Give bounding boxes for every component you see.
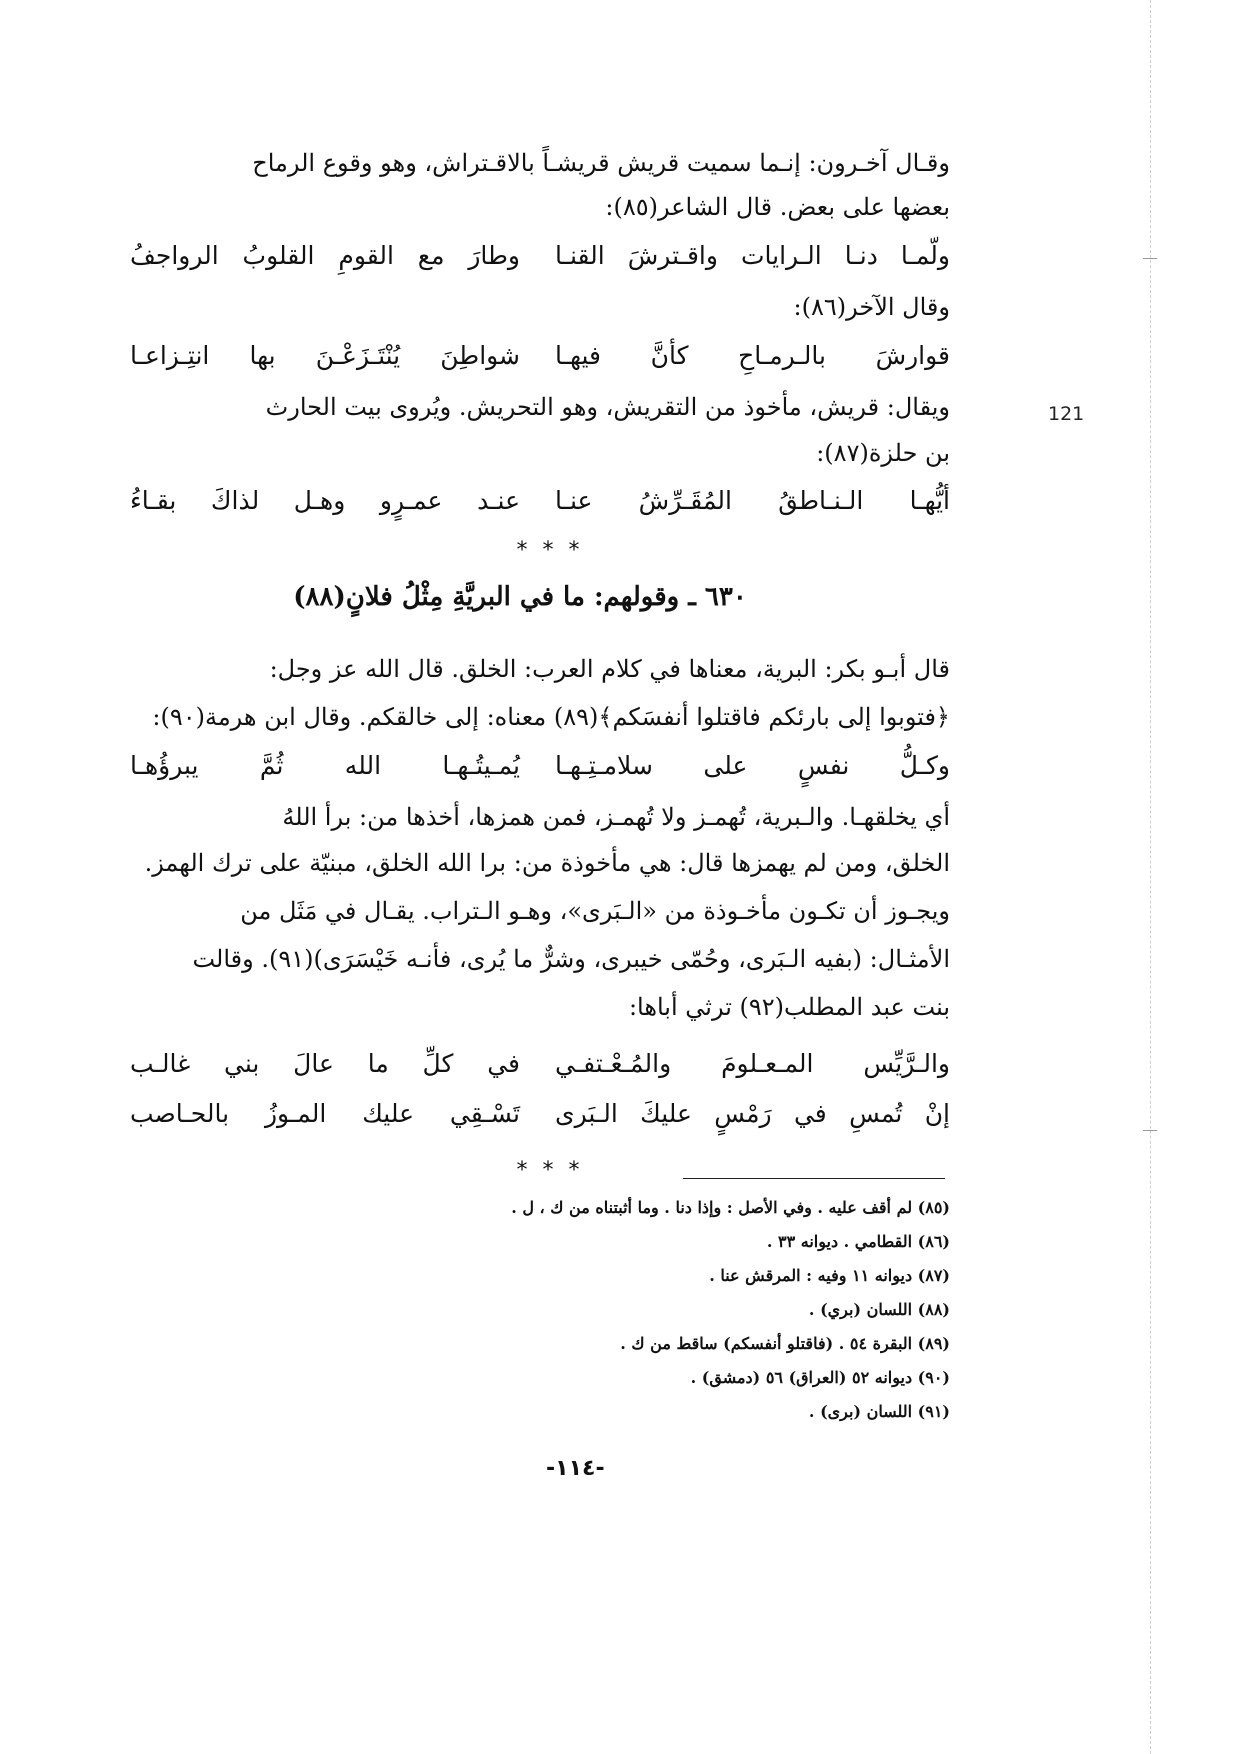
text-line: قال أبـو بكر: البرية، معناها في كلام العرب: الخلق. قال الله عز وجل: bbox=[269, 655, 950, 683]
page-number: -١١٤- bbox=[546, 1456, 605, 1481]
verse-hemistich: وطارَ مع القومِ القلوبُ الرواجفُ bbox=[130, 241, 520, 270]
footnote: (٨٥) لم أقف عليه . وفي الأصل : وإذا دنا . وما أثبتناه من ك ، ل . bbox=[511, 1198, 950, 1217]
section-separator: * * * bbox=[516, 1158, 584, 1183]
footnote: (٨٧) ديوانه ١١ وفيه : المرقش عنا . bbox=[709, 1266, 950, 1285]
text-line: ويجـوز أن تكـون مأخـوذة من «الـبَرى»، وهـو الـتراب. يقـال في مَثَل من bbox=[240, 897, 950, 925]
verse-line bbox=[130, 1096, 950, 1132]
verse-line bbox=[130, 238, 950, 274]
scan-edge-line bbox=[1150, 0, 1151, 1754]
footnote: (٩١) اللسان (برى) . bbox=[808, 1402, 950, 1421]
edge-tick bbox=[1143, 258, 1157, 259]
verse-hemistich: عنـد عمـرٍو وهـل لذاكَ بقـاءُ bbox=[130, 486, 520, 515]
text-line: وقـال آخـرون: إنـما سميت قريش قريشـاً بالاقـتراش، وهو وقوع الرماح bbox=[252, 149, 950, 177]
verse-hemistich: قوارشَ بالـرمـاحِ كأنَّ فيهـا bbox=[555, 341, 950, 370]
verse-line bbox=[130, 1046, 950, 1082]
verse-hemistich: إنْ تُمسِ في رَمْسٍ عليكَ الـبَرى bbox=[555, 1099, 950, 1128]
text-line: وقال الآخر(٨٦): bbox=[793, 293, 950, 321]
verse-hemistich: والـرَّيِّس المـعـلومَ والمُـعْـتفـي bbox=[555, 1049, 950, 1078]
verse-line bbox=[130, 748, 950, 784]
verse-hemistich: تَسْـقِي عليك المـوزُ بالحـاصب bbox=[130, 1099, 520, 1128]
text-line: بعضها على بعض. قال الشاعر(٨٥): bbox=[605, 193, 950, 221]
margin-page-number: 121 bbox=[1048, 403, 1085, 425]
footnote: (٨٦) القطامي . ديوانه ٣٣ . bbox=[766, 1232, 950, 1251]
footnote: (٩٠) ديوانه ٥٢ (العراق) ٥٦ (دمشق) . bbox=[690, 1368, 950, 1387]
section-heading: ٦٣٠ ـ وقولهم: ما في البريَّةِ مِثْلُ فلانٍ(٨٨) bbox=[293, 582, 747, 612]
text-line: ﴿فتوبوا إلى بارئكم فاقتلوا أنفسَكم﴾(٨٩) معناه: إلى خالقكم. وقال ابن هرمة(٩٠): bbox=[152, 703, 950, 731]
text-line: أي يخلقهـا. والـبرية، تُهمـز ولا تُهمـز، فمن همزها، أخذها من: برأ اللهُ bbox=[282, 803, 950, 831]
footnote: (٨٩) البقرة ٥٤ . (فاقتلو أنفسكم) ساقط من ك . bbox=[620, 1334, 950, 1353]
verse-line bbox=[130, 338, 950, 374]
verse-hemistich: أيُّهـا الـنـاطقُ المُقَـرِّشُ عنـا bbox=[555, 486, 950, 515]
verse-line bbox=[130, 483, 950, 519]
section-separator: * * * bbox=[516, 538, 584, 563]
text-line: ويقال: قريش، مأخوذ من التقريش، وهو التحريش. ويُروى بيت الحارث bbox=[265, 393, 950, 421]
footnote: (٨٨) اللسان (بري) . bbox=[808, 1300, 950, 1319]
text-line: بنت عبد المطلب(٩٢) ترثي أباها: bbox=[628, 993, 950, 1021]
text-line: الأمثـال: (بفيه الـبَرى، وحُمّى خيبرى، وشرٌّ ما يُرى، فأنـه خَيْسَرَى)(٩١). وقالت bbox=[192, 945, 950, 973]
verse-hemistich: ولّمـا دنـا الـرايات واقـترشَ القنـا bbox=[555, 241, 950, 270]
verse-hemistich: يُمـيتُـهـا الله ثُمَّ يبرؤُهـا bbox=[130, 751, 520, 780]
verse-hemistich: شواطِنَ يُنْتَـزَعْـنَ بها انتِـزاعـا bbox=[130, 341, 520, 370]
footnote-divider bbox=[683, 1178, 945, 1179]
text-line: الخلق، ومن لم يهمزها قال: هي مأخوذة من: برا الله الخلق، مبنيّة على ترك الهمز. bbox=[144, 849, 950, 877]
edge-tick bbox=[1143, 1130, 1157, 1131]
verse-hemistich: في كلِّ ما عالَ بني غالـب bbox=[130, 1049, 520, 1078]
text-line: بن حلزة(٨٧): bbox=[816, 439, 950, 467]
verse-hemistich: وكـلُّ نفسٍ على سلامـتِـهـا bbox=[555, 751, 950, 780]
